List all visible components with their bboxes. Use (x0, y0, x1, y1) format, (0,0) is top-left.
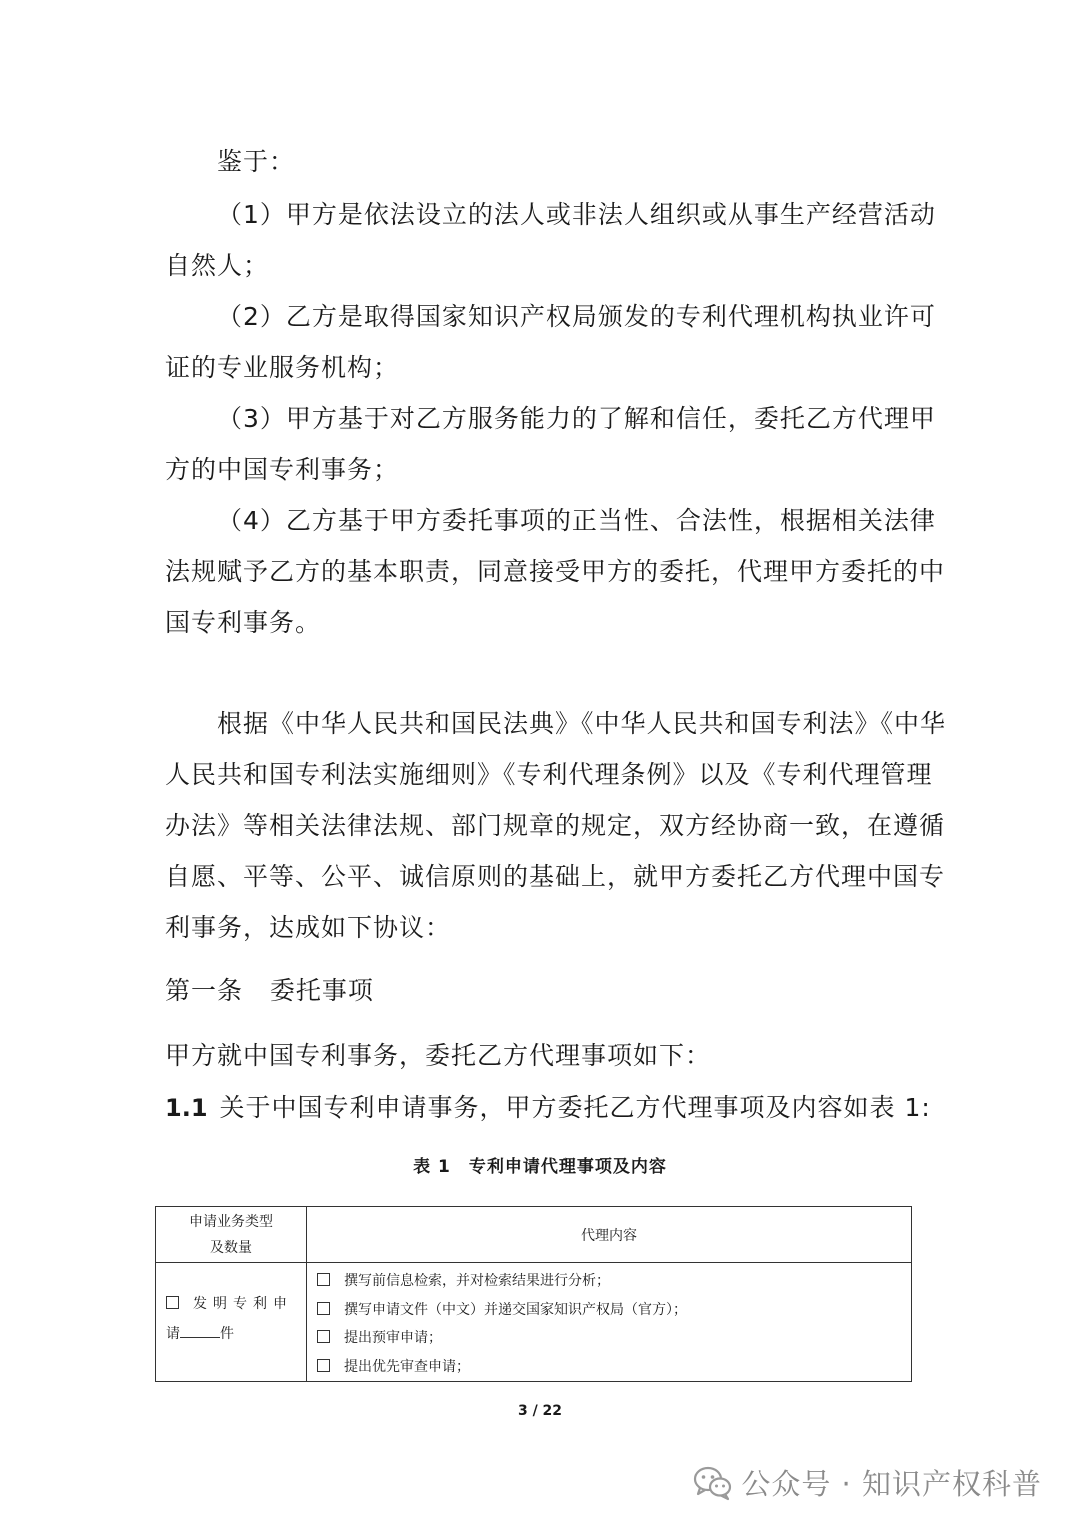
table-caption-title: 专利申请代理事项及内容 (468, 1157, 667, 1177)
preamble-line: 国专利事务。 (165, 608, 322, 637)
item-checkbox[interactable] (317, 1273, 330, 1286)
preamble-line: （3）甲方基于对乙方服务能力的了解和信任，委托乙方代理甲 (217, 404, 936, 433)
table-caption-label: 表 1 (413, 1157, 451, 1177)
row-invention-patent (156, 1263, 307, 1382)
list-item (317, 1296, 911, 1325)
wechat-icon (693, 1465, 733, 1501)
list-item (317, 1324, 911, 1353)
item-text: 提出优先审查申请； (344, 1358, 470, 1375)
clause-1-1 (165, 1092, 931, 1124)
basis-line: 自愿、平等、公平、诚信原则的基础上，就甲方委托乙方代理中国专 (165, 862, 946, 891)
item-text: 撰写前信息检索，并对检索结果进行分析； (344, 1273, 610, 1289)
preamble-line: 法规赋予乙方的基本职责，同意接受甲方的委托，代理甲方委托的中 (165, 557, 946, 586)
list-item (317, 1267, 911, 1296)
preamble-line: （2）乙方是取得国家知识产权局颁发的专利代理机构执业许可 (217, 302, 936, 331)
item-checkbox[interactable] (317, 1302, 330, 1315)
table-row (156, 1263, 912, 1382)
item-checkbox[interactable] (317, 1359, 330, 1372)
list-item (317, 1353, 911, 1382)
invention-patent-label: 发明专利申 (193, 1296, 293, 1312)
preamble-line: 方的中国专利事务； (165, 455, 400, 484)
table-header-row (156, 1207, 912, 1263)
quantity-unit: 件 (220, 1326, 234, 1342)
preamble-line: 自然人； (165, 251, 270, 280)
page-number: 3 / 22 (517, 1403, 563, 1419)
preamble-line: 证的专业服务机构； (165, 353, 400, 382)
article-1-intro: 甲方就中国专利事务，委托乙方代理事项如下： (165, 1041, 712, 1070)
watermark-text: 公众号 · 知识产权科普 (741, 1467, 1042, 1501)
clause-number: 1.1 (165, 1094, 208, 1122)
agency-items-table (155, 1206, 912, 1382)
invention-patent-label-cont: 请 (166, 1326, 180, 1342)
quantity-blank[interactable] (180, 1323, 220, 1338)
basis-line: 根据《中华人民共和国民法典》《中华人民共和国专利法》《中华 (217, 709, 947, 738)
preamble-line: （4）乙方基于甲方委托事项的正当性、合法性，根据相关法律 (217, 506, 936, 535)
row-invention-patent-content (307, 1263, 912, 1382)
header-agency-content: 代理内容 (307, 1207, 912, 1263)
item-checkbox[interactable] (317, 1330, 330, 1343)
basis-line: 人民共和国专利法实施细则》《专利代理条例》以及《专利代理管理 (165, 760, 933, 789)
clause-text: 关于中国专利申请事务，甲方委托乙方代理事项及内容如表 1: (219, 1093, 931, 1122)
preamble-heading: 鉴于： (217, 147, 296, 176)
table-caption (0, 1152, 1080, 1177)
preamble-line: （1）甲方是依法设立的法人或非法人组织或从事生产经营活动 (217, 200, 936, 229)
header-col1-line2: 及数量 (210, 1239, 252, 1256)
article-1-heading: 第一条 委托事项 (165, 976, 374, 1005)
wechat-watermark (693, 1462, 1042, 1503)
item-text: 撰写申请文件（中文）并递交国家知识产权局（官方）； (344, 1301, 687, 1318)
item-text: 提出预审申请； (344, 1330, 442, 1346)
basis-line: 办法》等相关法律法规、部门规章的规定，双方经协商一致，在遵循 (165, 811, 946, 840)
header-col1-line1: 申请业务类型 (189, 1213, 273, 1230)
invention-patent-checkbox[interactable] (166, 1296, 179, 1309)
header-business-type (156, 1207, 307, 1263)
basis-line: 利事务，达成如下协议： (165, 913, 452, 942)
